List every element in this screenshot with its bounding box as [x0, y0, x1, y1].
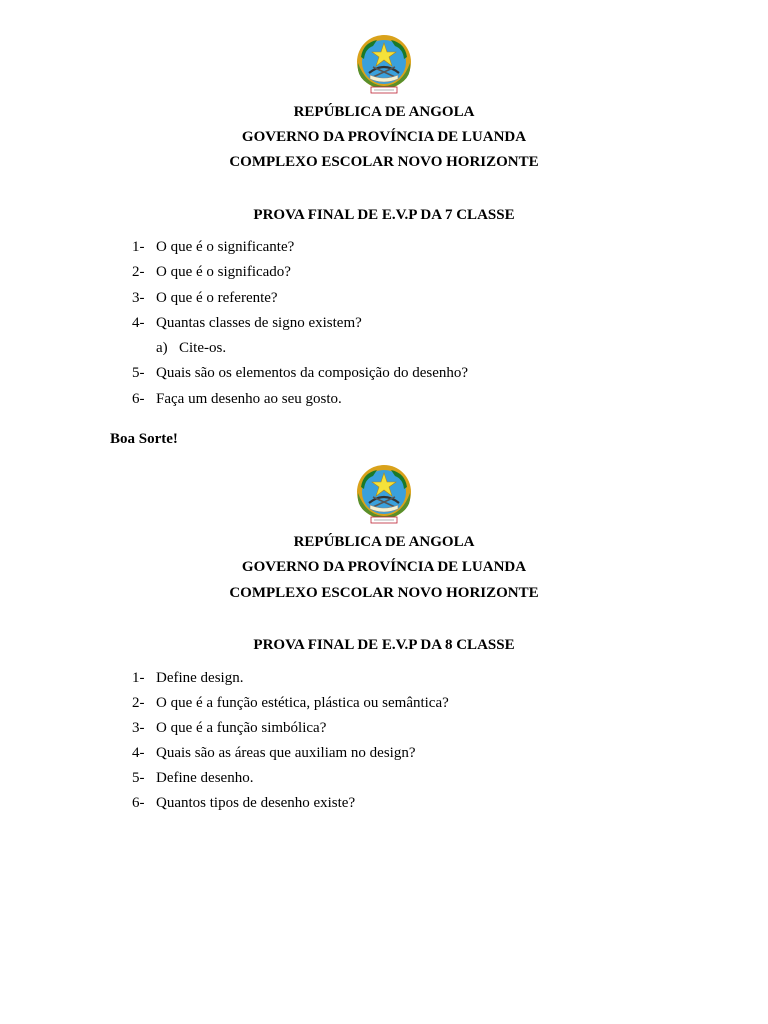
- document-page: REPÚBLICA DE ANGOLA GOVERNO DA PROVÍNCIA DE LUANDA COMPLEXO ESCOLAR NOVO HORIZONTE PROVA FINAL DE E.V.P DA 7 CLASSE 1- O que é o significante? 2- O que é o significado? 3- O que é o referente? 4- Quantas classes de signo existem? a) Cite-os. 5- Quais são os elementos da composição do desenho? 6- Faça um desenho ao seu gosto. Boa Sorte! REPÚBLICA DE ANGOLA GOVERNO DA PROVÍNCIA DE LUANDA COMPLEXO ESCOLAR NOVO HORIZONTE PROVA FINAL DE E.V.P DA 8 CLASSE 1- Define design. 2- O que é a função estética, plástica ou semântica? 3- O que é a função simbólica? 4- Quais são as áreas que auxiliam no design? 5- Define desenho. 6- Quantos tipos de desenho existe?: [0, 0, 768, 1024]
- angola-coat-of-arms-emblem: [347, 33, 421, 95]
- header-country: REPÚBLICA DE ANGOLA: [293, 104, 475, 120]
- header-province: GOVERNO DA PROVÍNCIA DE LUANDA: [241, 129, 527, 145]
- closing-message: Boa Sorte!: [110, 431, 178, 447]
- exam-title: PROVA FINAL DE E.V.P DA 8 CLASSE: [253, 637, 515, 653]
- angola-coat-of-arms-emblem: [347, 463, 421, 525]
- exam-title: PROVA FINAL DE E.V.P DA 7 CLASSE: [253, 207, 515, 223]
- header-school: COMPLEXO ESCOLAR NOVO HORIZONTE: [229, 585, 539, 601]
- header-school: COMPLEXO ESCOLAR NOVO HORIZONTE: [229, 154, 539, 170]
- header-country: REPÚBLICA DE ANGOLA: [293, 534, 475, 550]
- header-province: GOVERNO DA PROVÍNCIA DE LUANDA: [241, 559, 527, 575]
